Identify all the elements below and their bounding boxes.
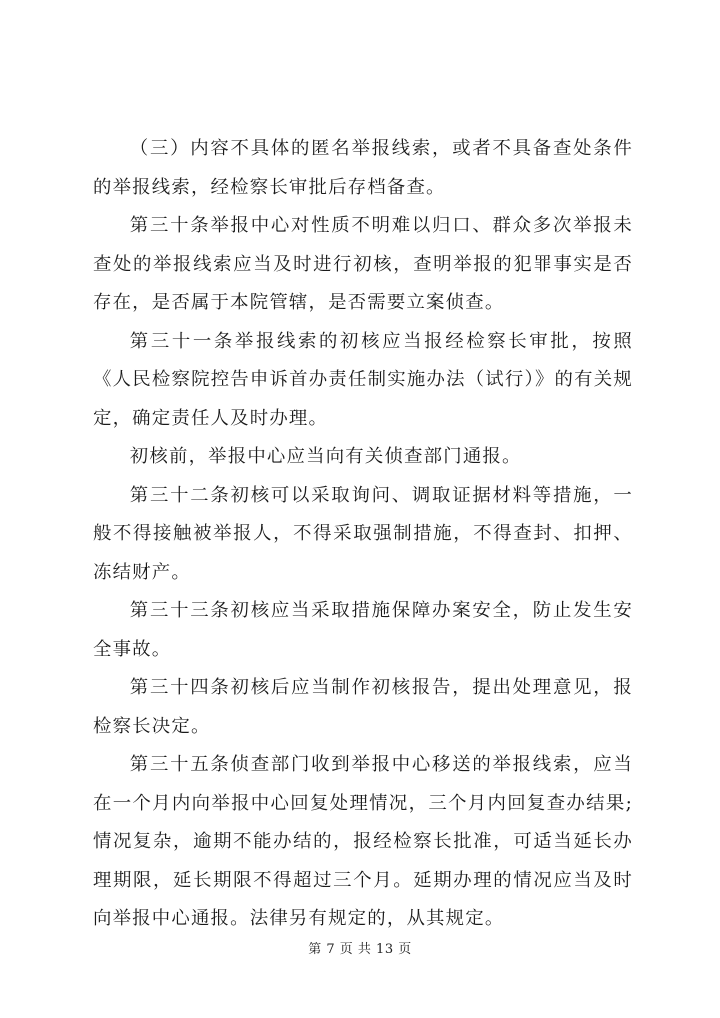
paragraph-pre-verification: 初核前，举报中心应当向有关侦查部门通报。 (129, 446, 522, 467)
paragraph-article-32: 第三十二条初核可以采取询问、调取证据材料等措施，一般不得接触被举报人，不得采取强制措施，不得查封、扣押、冻结财产。 (93, 484, 633, 583)
paragraph-article-33: 第三十三条初核应当采取措施保障办案安全，防止发生安全事故。 (93, 600, 633, 660)
paragraph-item-3: （三）内容不具体的匿名举报线索，或者不具备查处条件的举报线索，经检察长审批后存档备查。 (93, 138, 633, 198)
paragraph-article-31: 第三十一条举报线索的初核应当报经检察长审批，按照《人民检察院控告申诉首办责任制实施办法（试行）》的有关规定，确定责任人及时办理。 (93, 330, 633, 429)
paragraph-article-34: 第三十四条初核后应当制作初核报告，提出处理意见，报检察长决定。 (93, 677, 633, 737)
document-body (93, 130, 633, 939)
paragraph-article-35: 第三十五条侦查部门收到举报中心移送的举报线索，应当在一个月内向举报中心回复处理情况，三个月内回复查办结果;情况复杂，逾期不能办结的，报经检察长批准，可适当延长办理期限，延长期限不得超过三个月。延期办理的情况应当及时向举报中心通报。法律另有规定的，从其规定。 (93, 754, 633, 929)
paragraph-article-30: 第三十条举报中心对性质不明难以归口、群众多次举报未查处的举报线索应当及时进行初核，查明举报的犯罪事实是否存在，是否属于本院管辖，是否需要立案侦查。 (93, 215, 633, 313)
page-number-footer: 第 7 页 共 13 页 (308, 942, 412, 957)
